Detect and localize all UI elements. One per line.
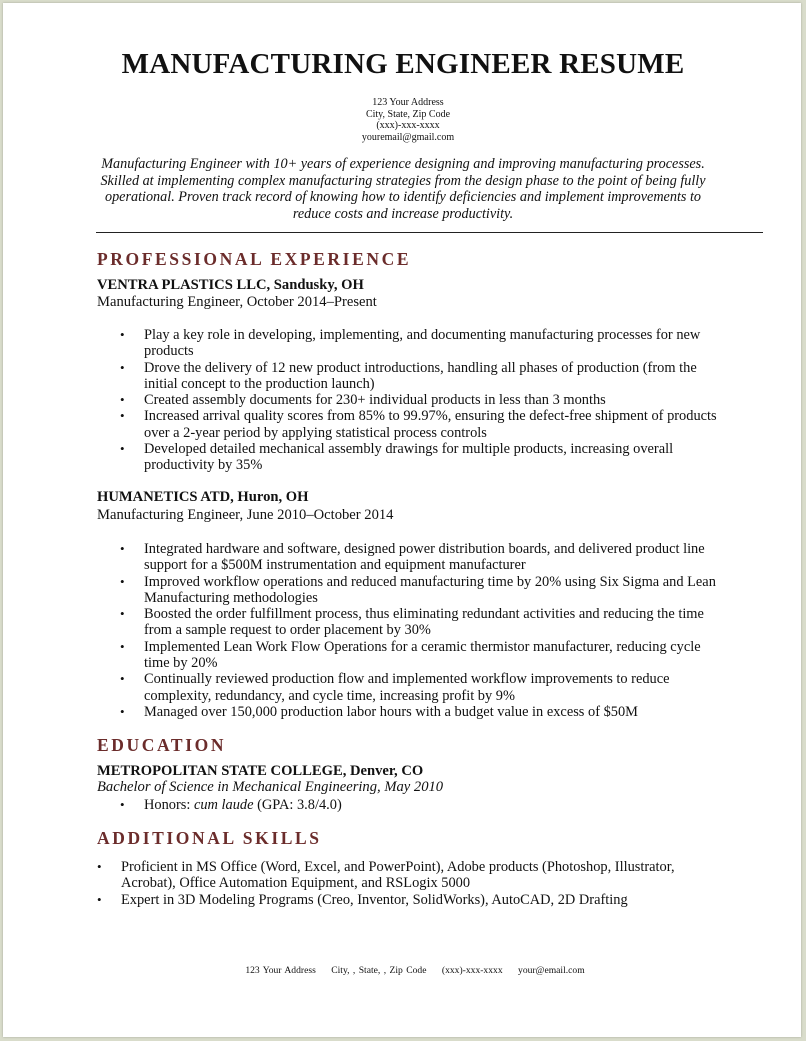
contact-email: youremail@gmail.com [361,131,455,143]
section-heading-education: EDUCATION [97,735,227,755]
professional-summary: Manufacturing Engineer with 10+ years of experience designing and improving manufacturing processes. Skilled at implementing complex manufacturing strategies from the design phase to the point of being fully operational. Proven track record of knowing how to identify deficiencies and implement improvements to reduce costs and increase productivity. [100,156,706,222]
footer-contact [0,965,806,976]
job-bullets [120,541,720,720]
education-school: METROPOLITAN STATE COLLEGE, Denver, CO [97,763,424,779]
list-item: • Drove the delivery of 12 new product introductions, handling all phases of production (from the initial concept to the production launch) [120,360,720,393]
list-item: • Proficient in MS Office (Word, Excel, and PowerPoint), Adobe products (Photoshop, Illustrator, Acrobat), Office Automation Equipment, and RSLogix 5000 [97,859,697,892]
contact-address: 123 Your Address [372,97,444,108]
education-degree: Bachelor of Science in Mechanical Engineering, May 2010 [97,779,444,795]
job-employer: VENTRA PLASTICS LLC, Sandusky, OH [97,277,364,293]
job-role: Manufacturing Engineer, October 2014–Present [97,294,377,310]
list-item: • Increased arrival quality scores from 85% to 99.97%, ensuring the defect-free shipment of products over a 2-year period by applying statistical process controls [120,408,720,441]
section-heading-experience: PROFESSIONAL EXPERIENCE [97,249,412,269]
footer-address: 123 Your Address [245,965,316,976]
job-bullets [120,327,720,474]
list-item: • Continually reviewed production flow and implemented workflow improvements to reduce complexity, redundancy, and cycle time, increasing profit by 9% [120,671,720,704]
list-item [120,797,720,813]
education-bullets [120,797,720,813]
list-item: • Implemented Lean Work Flow Operations for a ceramic thermistor manufacturer, reducing cycle time by 20% [120,639,720,672]
honors-gpa: (GPA: 3.8/4.0) [253,797,342,813]
list-item: • Expert in 3D Modeling Programs (Creo, Inventor, SolidWorks), AutoCAD, 2D Drafting [97,892,697,908]
contact-phone: (xxx)-xxx-xxxx [376,120,440,132]
skills-bullets [97,859,697,908]
honors-label: Honors: [144,797,194,813]
resume-title: MANUFACTURING ENGINEER RESUME [121,48,685,80]
list-item: • Managed over 150,000 production labor hours with a budget value in excess of $50M [120,704,720,720]
footer-city-line: City, , State, , Zip Code [331,965,427,976]
list-item: • Integrated hardware and software, designed power distribution boards, and delivered product line support for a $500M instrumentation and equipment manufacturer [120,541,720,574]
honors-value: cum laude [193,797,254,813]
list-item: • Improved workflow operations and reduced manufacturing time by 20% using Six Sigma and Lean Manufacturing methodologies [120,574,720,607]
list-item: • Boosted the order fulfillment process, thus eliminating redundant activities and reducing the time from a sample request to order placement by 30% [120,606,720,639]
footer-phone: (xxx)-xxx-xxxx [441,965,503,976]
footer-email: your@email.com [518,965,585,976]
section-heading-skills: ADDITIONAL SKILLS [97,828,322,848]
job-employer: HUMANETICS ATD, Huron, OH [97,489,309,505]
contact-block [0,97,806,143]
list-item: • Play a key role in developing, implementing, and documenting manufacturing processes for new products [120,327,720,360]
header-divider [96,232,763,233]
list-item: • Created assembly documents for 230+ individual products in less than 3 months [120,392,720,408]
contact-city-line: City, State, Zip Code [365,108,451,120]
list-item: • Developed detailed mechanical assembly drawings for multiple products, increasing overall productivity by 35% [120,441,720,474]
job-role: Manufacturing Engineer, June 2010–October 2014 [97,507,394,523]
